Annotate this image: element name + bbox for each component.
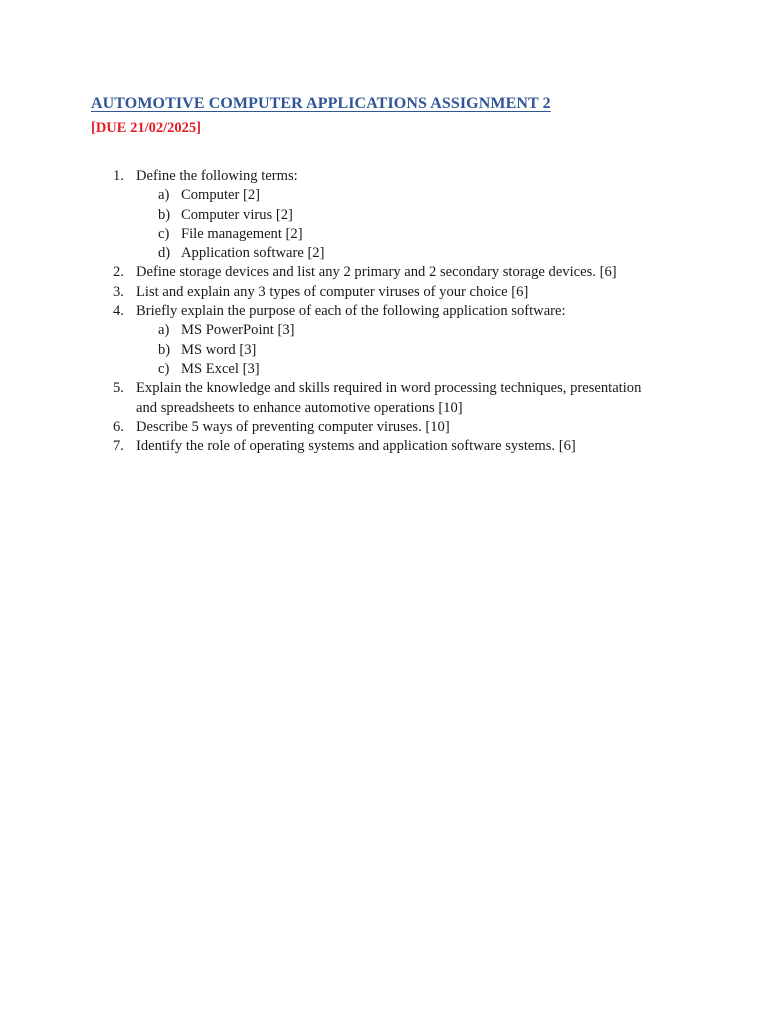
question-text-continuation: and spreadsheets to enhance automotive operations [10]	[136, 399, 463, 416]
sub-question-item	[0, 341, 768, 360]
assignment-title: AUTOMOTIVE COMPUTER APPLICATIONS ASSIGNMENT 2	[91, 95, 551, 112]
question-text: Describe 5 ways of preventing computer viruses. [10]	[136, 418, 450, 435]
question-text: Define the following terms:	[136, 168, 298, 184]
question-item	[0, 263, 768, 282]
sub-question-item	[0, 321, 768, 340]
question-item	[0, 283, 768, 302]
sub-question-letter: d)	[158, 245, 171, 262]
sub-question-letter: a)	[158, 322, 170, 339]
question-text: Define storage devices and list any 2 primary and 2 secondary storage devices. [6]	[136, 264, 617, 281]
question-text: Explain the knowledge and skills required in word processing techniques, presentation	[136, 380, 642, 397]
question-number: 3.	[113, 283, 124, 300]
sub-question-item	[0, 186, 768, 205]
sub-question-letter: b)	[158, 341, 171, 358]
sub-question-item	[0, 360, 768, 379]
question-text: Briefly explain the purpose of each of the following application software:	[136, 303, 566, 320]
question-continuation	[0, 399, 768, 418]
sub-question-letter: b)	[158, 206, 171, 223]
sub-question-letter: a)	[158, 187, 170, 204]
question-number: 7.	[113, 438, 124, 455]
question-item	[0, 379, 768, 398]
question-item	[0, 167, 768, 186]
due-date: [DUE 21/02/2025]	[91, 120, 201, 136]
question-item	[0, 437, 768, 456]
question-text: Identify the role of operating systems and application software systems. [6]	[136, 438, 576, 455]
question-list	[0, 167, 768, 456]
sub-question-text: Computer [2]	[181, 187, 261, 204]
sub-question-text: Computer virus [2]	[181, 206, 293, 223]
question-number: 2.	[113, 264, 124, 281]
sub-question-text: File management [2]	[181, 225, 303, 242]
sub-question-letter: c)	[158, 360, 170, 377]
question-item	[0, 302, 768, 321]
question-item	[0, 418, 768, 437]
sub-question-item	[0, 206, 768, 225]
sub-question-text: MS Excel [3]	[181, 360, 260, 377]
sub-question-text: Application software [2]	[181, 245, 325, 262]
sub-question-item	[0, 244, 768, 263]
question-text: List and explain any 3 types of computer viruses of your choice [6]	[136, 283, 529, 300]
sub-question-letter: c)	[158, 225, 170, 242]
question-number: 6.	[113, 418, 124, 435]
question-number: 1.	[113, 168, 124, 184]
question-number: 4.	[113, 303, 124, 320]
question-number: 5.	[113, 380, 124, 397]
sub-question-item	[0, 225, 768, 244]
sub-question-text: MS word [3]	[181, 341, 257, 358]
sub-question-text: MS PowerPoint [3]	[181, 322, 295, 339]
